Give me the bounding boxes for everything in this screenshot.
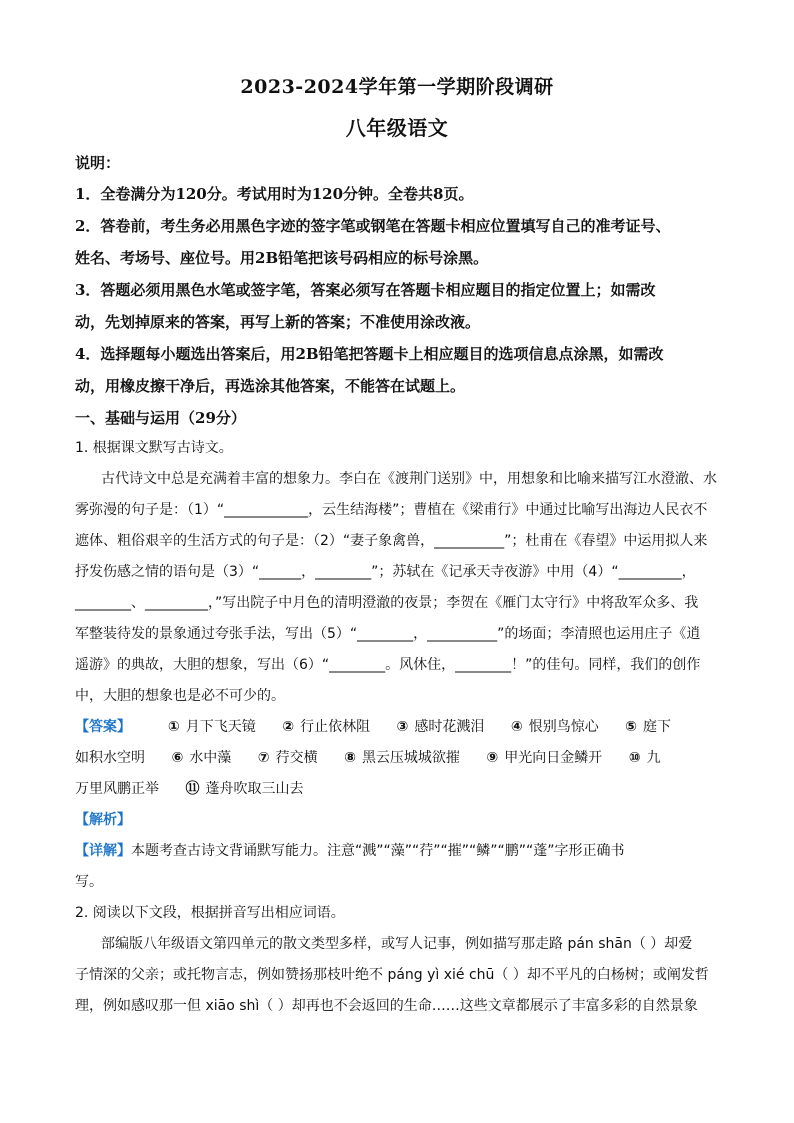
answer-row (75, 716, 671, 736)
answer-item: ③ 感时花溅泪 (396, 719, 485, 735)
detail-label: 【详解】 (75, 843, 131, 859)
instruction-line: 3．答题必须用黑色水笔或签字笔，答案必须写在答题卡相应题目的指定位置上；如需改 (75, 281, 656, 299)
instruction-line: 1．全卷满分为120分。考试用时为120分钟。全卷共8页。 (75, 185, 474, 203)
question-1-body-line: 雾弥漫的句子是：（1）“____________，云生结海楼”；曹植在《梁甫行》中通过比喻写出海边人民衣不 (75, 502, 708, 518)
question-1-body-line: ________、_________，”写出院子中月色的清明澄澈的夜景；李贺在《雁门太守行》中将敌军众多、我 (75, 595, 699, 611)
answer-row (75, 747, 661, 767)
answer-row (75, 778, 325, 798)
answer-item: ⑩ 九 (628, 750, 661, 766)
answer-item: 如积水空明 (75, 750, 145, 766)
answer-item: ⑤ 庭下 (625, 719, 672, 735)
answer-item: ⑥ 水中藻 (171, 750, 232, 766)
answer-item: 万里风鹏正举 (75, 781, 159, 797)
instructions-label: 说明： (75, 154, 121, 172)
question-2-body-line: 理，例如感叹那一但 xiāo shì（ ）却再也不会返回的生命……这些文章都展示了丰富多彩的自然景象 (75, 998, 698, 1014)
question-2-body-line: 子情深的父亲；或托物言志，例如赞扬那枝叶绝不 páng yì xié chū（ ）却不平凡的白杨树；或阐发哲 (75, 967, 709, 983)
answer-item: ② 行止依林阻 (282, 719, 371, 735)
question-1-body-line: 遮体、粗俗艰辛的生活方式的句子是：（2）“妻子象禽兽，__________”；杜甫在《春望》中运用拟人来 (75, 533, 708, 549)
analysis-label: 【解析】 (75, 812, 131, 828)
question-1-body-line: 古代诗文中总是充满着丰富的想象力。李白在《渡荆门送别》中，用想象和比喻来描写江水澄澈、水 (101, 471, 717, 487)
answer-item: ⑧ 黑云压城城欲摧 (344, 750, 460, 766)
answer-item: ① 月下飞天镜 (167, 719, 256, 735)
instruction-line: 4．选择题每小题选出答案后，用2B铅笔把答题卡上相应题目的选项信息点涂黑，如需改 (75, 345, 664, 363)
answer-item: ⑨ 甲光向日金鳞开 (486, 750, 603, 766)
question-1-body-line: 中，大胆的想象也是必不可少的。 (75, 688, 285, 704)
exam-title: 2023-2024学年第一学期阶段调研 (240, 76, 554, 98)
instruction-line: 2．答卷前，考生务必用黑色字迹的签字笔或钢笔在答题卡相应位置填写自己的准考证号、 (75, 217, 671, 235)
answer-item: ⑪ 蓬舟吹取三山去 (185, 781, 304, 797)
detail-line (75, 840, 625, 860)
question-1-body-line: 军整装待发的景象通过夸张手法，写出（5）“________，__________”的场面；李清照也运用庄子《逍 (75, 626, 701, 642)
detail-line: 写。 (75, 874, 103, 890)
question-1-body-line: 遥游》的典故，大胆的想象，写出（6）“________。风休住，________！”的佳句。同样，我们的创作 (75, 657, 701, 673)
answer-item: ⑦ 荇交横 (257, 750, 318, 766)
answer-label: 【答案】 (75, 719, 131, 735)
question-1-body-line: 抒发伤感之情的语句是（3）“______，________”；苏轼在《记承天寺夜游》中用（4）“_________， (75, 564, 696, 580)
instruction-line: 动，用橡皮擦干净后，再选涂其他答案，不能答在试题上。 (75, 377, 466, 395)
answer-item: ④ 恨别鸟惊心 (510, 719, 599, 735)
question-2-prompt: 2. 阅读以下文段，根据拼音写出相应词语。 (75, 905, 345, 921)
instruction-line: 姓名、考场号、座位号。用2B铅笔把该号码相应的标号涂黑。 (75, 249, 489, 267)
exam-subtitle: 八年级语文 (345, 116, 449, 140)
question-2-body-line: 部编版八年级语文第四单元的散文类型多样，或写人记事，例如描写那走路 pán shān（ ）却爱 (101, 936, 693, 952)
question-1-prompt: 1. 根据课文默写古诗文。 (75, 440, 233, 456)
detail-text: 本题考查古诗文背诵默写能力。注意“溅”“藻”“荇”“摧”“鳞”“鹏”“蓬”字形正确书 (131, 843, 625, 859)
section-heading: 一、基础与运用（29分） (75, 409, 246, 427)
instruction-line: 动，先划掉原来的答案，再写上新的答案；不准使用涂改液。 (75, 313, 481, 331)
